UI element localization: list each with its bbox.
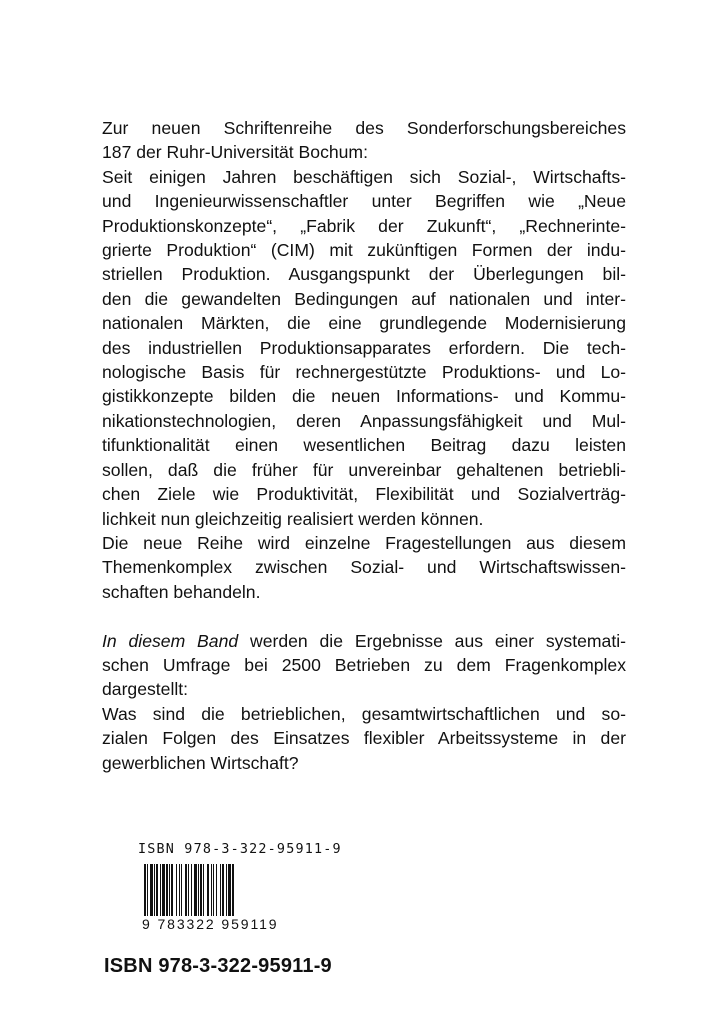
text-line: 187 der Ruhr-Universität Bochum: xyxy=(102,142,368,163)
paragraph-gap xyxy=(102,604,626,628)
text-line: Seit einigen Jahren beschäftigen sich Sozial-, Wirtschafts- xyxy=(102,166,626,187)
text-line: zialen Folgen des Einsatzes flexibler Arbeitssysteme in der xyxy=(102,728,626,749)
series-intro xyxy=(102,116,626,604)
text-line: nologische Basis für rechnergestützte Produktions- und Lo- xyxy=(102,362,626,383)
band-lead-rest: werden die Ergebnisse aus einer systemati- xyxy=(238,630,626,651)
text-line: lichkeit nun gleichzeitig realisiert werden können. xyxy=(102,508,484,529)
text-line: tifunktionalität einen wesentlichen Beitrag dazu leisten xyxy=(102,435,626,456)
text-line: striellen Produktion. Ausgangspunkt der Überlegungen bil- xyxy=(102,264,626,285)
text-line: und Ingenieurwissenschaftler unter Begriffen wie „Neue xyxy=(102,191,626,212)
cover-text xyxy=(102,116,626,775)
text-line: chen Ziele wie Produktivität, Flexibilität und Sozialverträg- xyxy=(102,484,626,505)
text-line: des industriellen Produktionsapparates erfordern. Die tech- xyxy=(102,337,626,358)
text-line: dargestellt: xyxy=(102,679,189,700)
text-line: schen Umfrage bei 2500 Betrieben zu dem Fragenkomplex xyxy=(102,654,626,675)
text-line: Themenkomplex zwischen Sozial- und Wirtschaftswissen- xyxy=(102,557,626,578)
text-line: gewerblichen Wirtschaft? xyxy=(102,752,299,773)
text-line: grierte Produktion“ (CIM) mit zukünftigen Formen der indu- xyxy=(102,240,626,261)
text-line: schaften behandeln. xyxy=(102,581,261,602)
text-line: den die gewandelten Bedingungen auf nationalen und inter- xyxy=(102,288,626,309)
text-line: Was sind die betrieblichen, gesamtwirtschaftlichen und so- xyxy=(102,703,626,724)
band-description xyxy=(102,629,626,775)
text-line: gistikkonzepte bilden die neuen Informations- und Kommu- xyxy=(102,386,626,407)
text-line xyxy=(102,629,626,653)
barcode-digits: 9 783322 959119 xyxy=(138,916,322,932)
text-line: nikationstechnologien, deren Anpassungsfähigkeit und Mul- xyxy=(102,410,626,431)
text-line: sollen, daß die früher für unvereinbar gehaltenen betriebli- xyxy=(102,459,626,480)
barcode-isbn-label: ISBN 978-3-322-95911-9 xyxy=(138,842,342,857)
barcode xyxy=(138,842,342,942)
text-line: Produktionskonzepte“, „Fabrik der Zukunft“, „Rechnerinte- xyxy=(102,215,626,236)
text-line: nationalen Märkten, die eine grundlegende Modernisierung xyxy=(102,313,626,334)
text-line: Die neue Reihe wird einzelne Fragestellungen aus diesem xyxy=(102,532,626,553)
isbn-footer: ISBN 978-3-322-95911-9 xyxy=(104,955,332,977)
text-line: Zur neuen Schriftenreihe des Sonderforschungsbereiches xyxy=(102,118,626,138)
band-lead-italic: In diesem Band xyxy=(102,630,239,651)
